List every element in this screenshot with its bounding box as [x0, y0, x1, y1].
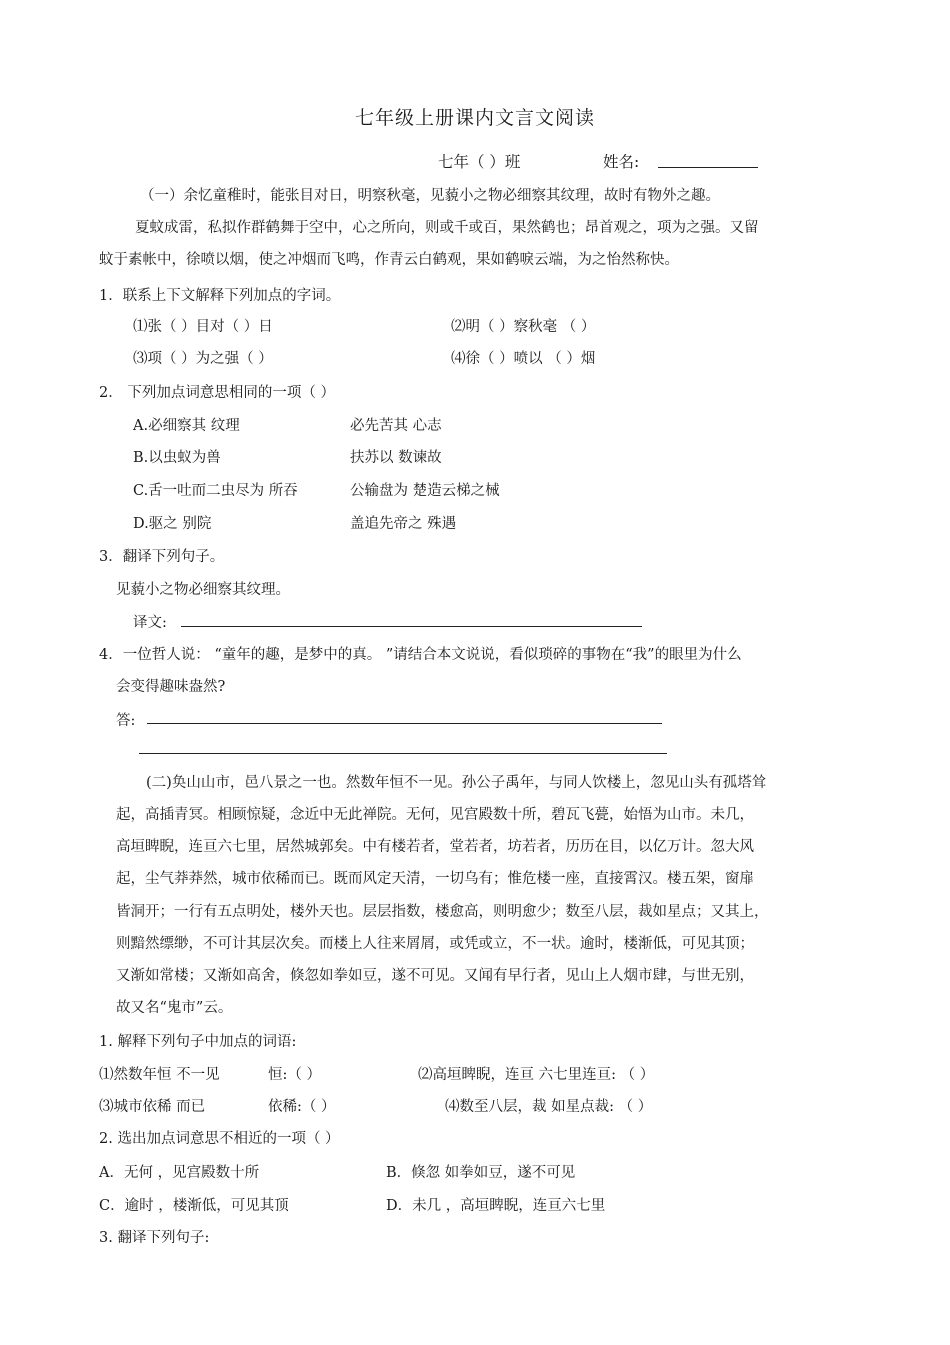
name-blank[interactable]	[658, 167, 758, 168]
passage2-line: (二)奂山山市，邑八景之一也。然数年恒不一见。孙公子禹年，与同人饮楼上，忽见山头有孤塔耸	[146, 775, 767, 791]
question-3-stem: 3．翻译下列句子。	[99, 549, 225, 565]
q2-option-b-left: B.以虫蚁为兽	[133, 450, 221, 466]
passage2-line: 起，尘气莽莽然，城市依稀而已。既而风定天清，一切乌有；惟危楼一座，直接霄汉。楼五架，窗扉	[116, 871, 754, 887]
passage2-line: 高垣睥睨，连亘六七里，居然城郭矣。中有楼若者，堂若者，坊若者，历历在目，以亿万计。忽大风	[116, 839, 754, 855]
passage1-line: （一）余忆童稚时，能张目对日，明察秋毫，见藐小之物必细察其纹理，故时有物外之趣。	[140, 188, 720, 204]
q2-option-d-left: D.驱之 别院	[133, 516, 212, 532]
class-label: 七年（ ）班	[438, 153, 521, 171]
q2-option-b-right: 扶苏以 数谏故	[350, 450, 442, 466]
q1-item: ⑷徐（ ）喷以 （ ）烟	[451, 351, 596, 367]
passage2-line: 起，高插青冥。相顾惊疑，念近中无此禅院。无何，见宫殿数十所，碧瓦飞甍，始悟为山市。未几，	[116, 807, 754, 823]
answer-line[interactable]	[139, 753, 667, 754]
question-1-stem: 1．联系上下文解释下列加点的字词。	[99, 288, 341, 304]
passage1-line: 蚊于素帐中，徐喷以烟，使之冲烟而飞鸣，作青云白鹤观，果如鹤唳云端，为之怡然称快。	[99, 252, 679, 268]
q6-option-a: A．无何 ，见宫殿数十所	[99, 1165, 260, 1181]
passage2-line: 又渐如常楼；又渐如高舍，倏忽如拳如豆，遂不可见。又闻有早行者，见山上人烟市肆，与世无别，	[116, 968, 754, 984]
q5-item: ⑷数至八层，裁 如星点裁: （ ）	[445, 1099, 653, 1115]
translation-label: 译文:	[133, 615, 167, 631]
q2-option-c-right: 公输盘为 楚造云梯之械	[350, 483, 500, 499]
translation-answer-line[interactable]	[181, 626, 642, 627]
q2-option-a-right: 必先苦其 心志	[350, 418, 442, 434]
q6-option-b: B．倏忽 如拳如豆，遂不可见	[386, 1165, 576, 1181]
q5-item: ⑵高垣睥睨，连亘 六七里连亘: （ ）	[418, 1067, 655, 1083]
section2-question-1-stem: 1. 解释下列句子中加点的词语:	[99, 1034, 297, 1050]
answer-line[interactable]	[147, 723, 662, 724]
q6-option-d: D．未几 ，高垣睥睨，连亘六七里	[386, 1198, 606, 1214]
section2-question-3-stem: 3. 翻译下列句子:	[99, 1230, 210, 1246]
answer-label: 答:	[116, 713, 136, 729]
q1-item: ⑶项（ ）为之强（ ）	[133, 351, 273, 367]
passage2-line: 皆洞开；一行有五点明处，楼外天也。层层指数，楼愈高，则明愈少；数至八层，裁如星点；又其上，	[116, 904, 769, 920]
q5-item: ⑶城市依稀 而已	[99, 1099, 206, 1115]
q5-item: 恒:（ ）	[268, 1067, 321, 1083]
q1-item: ⑴张（ ）目对（ ）日	[133, 319, 273, 335]
q6-option-c: C．逾时 ，楼渐低，可见其顶	[99, 1198, 289, 1214]
q1-item: ⑵明（ ）察秋毫 （ ）	[451, 319, 596, 335]
q5-item: ⑴然数年恒 不一见	[99, 1067, 220, 1083]
question-4-line: 会变得趣味盎然?	[116, 679, 226, 695]
q2-option-a-left: A.必细察其 纹理	[133, 418, 240, 434]
q2-option-d-right: 盖追先帝之 殊遇	[350, 516, 457, 532]
passage2-line: 故又名“鬼市”云。	[116, 1000, 233, 1016]
name-label: 姓名:	[603, 153, 640, 171]
question-4-line: 4．一位哲人说： “童年的趣，是梦中的真。 ”请结合本文说说，看似琐碎的事物在“我”的眼里为什么	[99, 647, 742, 663]
question-2-stem: 2． 下列加点词意思相同的一项（ ）	[99, 385, 335, 401]
section2-question-2-stem: 2. 选出加点词意思不相近的一项（ ）	[99, 1131, 340, 1147]
q2-option-c-left: C.舌一吐而二虫尽为 所吞	[133, 483, 298, 499]
q3-sentence: 见藐小之物必细察其纹理。	[116, 582, 290, 598]
passage1-line: 夏蚊成雷，私拟作群鹤舞于空中，心之所向，则或千或百，果然鹤也；昂首观之，项为之强。又留	[135, 220, 759, 236]
q5-item: 依稀:（ ）	[268, 1099, 336, 1115]
passage2-line: 则黯然缥缈，不可计其层次矣。而楼上人往来屑屑，或凭或立，不一状。逾时，楼渐低，可见其顶；	[116, 936, 754, 952]
page-title: 七年级上册课内文言文阅读	[354, 107, 595, 129]
